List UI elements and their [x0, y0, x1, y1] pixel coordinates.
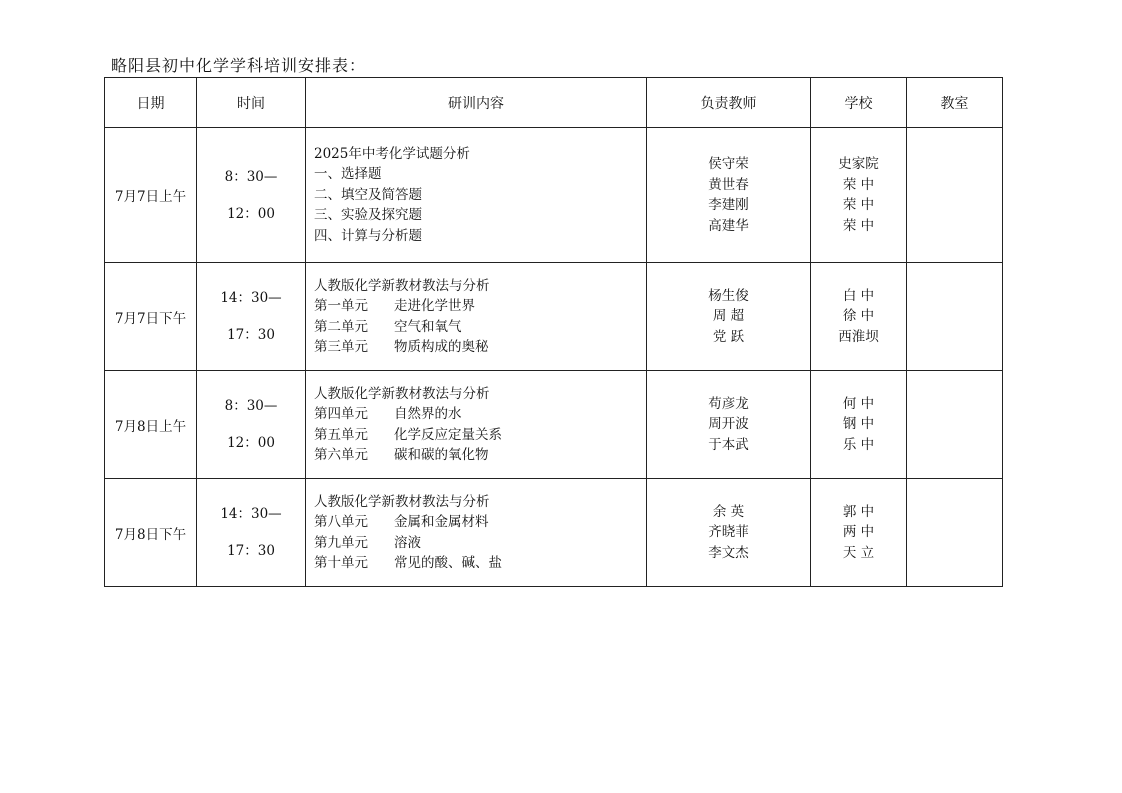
unit-name: 化学反应定量关系	[394, 426, 502, 443]
time-start: 8：30—	[224, 398, 278, 414]
classroom-cell	[907, 371, 1003, 479]
teacher-cell	[647, 128, 811, 263]
time-end: 12：00	[227, 435, 275, 451]
unit-number: 第六单元	[314, 447, 368, 463]
content-item	[314, 404, 646, 425]
teacher-name: 周开波	[708, 416, 749, 433]
unit-name: 金属和金属材料	[394, 514, 489, 530]
table-row	[105, 479, 1003, 587]
school-name: 荣 中	[842, 197, 875, 213]
classroom-cell	[907, 479, 1003, 587]
content-item	[314, 533, 646, 554]
content-item	[314, 445, 646, 466]
table-row	[105, 128, 1003, 263]
date-cell: 7月7日下午	[105, 263, 197, 371]
unit-number: 第三单元	[314, 339, 368, 355]
content-cell	[306, 479, 647, 587]
content-cell	[306, 263, 647, 371]
date-cell: 7月8日上午	[105, 371, 197, 479]
table-row	[105, 371, 1003, 479]
content-item: 四、计算与分析题	[314, 227, 422, 244]
teacher-name: 于本武	[708, 436, 749, 453]
unit-name: 常见的酸、碱、盐	[394, 555, 502, 571]
teacher-cell	[647, 263, 811, 371]
document-title: 略阳县初中化学学科培训安排表：	[111, 56, 367, 75]
content-cell	[306, 371, 647, 479]
unit-number: 第九单元	[314, 534, 368, 551]
time-cell	[197, 128, 306, 263]
content-title: 人教版化学新教材教法与分析	[314, 493, 490, 510]
teacher-name: 李文杰	[708, 544, 749, 561]
header-classroom: 教室	[907, 78, 1003, 128]
school-name: 乐 中	[842, 436, 875, 453]
date-cell: 7月7日上午	[105, 128, 197, 263]
teacher-name: 侯守荣	[708, 156, 749, 172]
school-cell	[811, 371, 907, 479]
unit-number: 第二单元	[314, 318, 368, 335]
school-name: 史家院	[838, 156, 879, 172]
classroom-cell	[907, 263, 1003, 371]
teacher-name: 苟彦龙	[708, 395, 749, 412]
school-name: 荣 中	[842, 176, 875, 193]
time-cell	[197, 479, 306, 587]
teacher-name: 党 跃	[712, 328, 745, 345]
content-cell	[306, 128, 647, 263]
school-name: 白 中	[842, 287, 875, 304]
training-schedule-table	[104, 77, 1003, 587]
school-name: 天 立	[842, 544, 875, 561]
date-cell: 7月8日下午	[105, 479, 197, 587]
time-start: 14：30—	[220, 290, 282, 306]
time-cell	[197, 371, 306, 479]
teacher-name: 杨生俊	[708, 287, 749, 304]
content-item	[314, 337, 646, 358]
header-date: 日期	[105, 78, 197, 128]
teacher-name: 高建华	[708, 217, 749, 234]
content-item	[314, 425, 646, 446]
school-cell	[811, 263, 907, 371]
table-row	[105, 263, 1003, 371]
content-item: 三、实验及探究题	[314, 207, 422, 224]
school-name: 荣 中	[842, 217, 875, 234]
unit-name: 溶液	[394, 534, 421, 551]
teacher-name: 黄世春	[708, 176, 749, 193]
school-name: 徐 中	[842, 308, 875, 325]
unit-name: 走进化学世界	[394, 298, 475, 314]
table-header-row	[105, 78, 1003, 128]
time-end: 17：30	[227, 327, 275, 343]
unit-number: 第五单元	[314, 426, 368, 443]
time-start: 14：30—	[220, 506, 282, 522]
unit-name: 碳和碳的氧化物	[394, 447, 489, 463]
teacher-cell	[647, 371, 811, 479]
teacher-name: 李建刚	[708, 197, 749, 213]
header-time: 时间	[197, 78, 306, 128]
time-end: 17：30	[227, 543, 275, 559]
teacher-name: 周 超	[712, 308, 745, 325]
school-name: 两 中	[842, 524, 875, 541]
classroom-cell	[907, 128, 1003, 263]
content-title: 人教版化学新教材教法与分析	[314, 385, 490, 402]
header-school: 学校	[811, 78, 907, 128]
time-end: 12：00	[227, 205, 275, 222]
content-item	[314, 317, 646, 338]
unit-name: 物质构成的奥秘	[394, 339, 489, 355]
content-title: 2025年中考化学试题分析	[314, 145, 470, 162]
content-item	[314, 553, 646, 574]
header-teacher: 负责教师	[647, 78, 811, 128]
school-name: 何 中	[842, 395, 875, 412]
content-item	[314, 296, 646, 317]
unit-number: 第一单元	[314, 298, 368, 314]
teacher-name: 余 英	[712, 503, 745, 520]
content-item: 一、选择题	[314, 166, 382, 183]
content-title: 人教版化学新教材教法与分析	[314, 277, 490, 294]
school-cell	[811, 479, 907, 587]
unit-number: 第四单元	[314, 406, 368, 422]
school-name: 西淮坝	[838, 328, 879, 345]
unit-number: 第十单元	[314, 555, 368, 571]
header-content: 研训内容	[306, 78, 647, 128]
unit-number: 第八单元	[314, 514, 368, 530]
content-item: 二、填空及简答题	[314, 186, 422, 203]
content-item	[314, 512, 646, 533]
time-cell	[197, 263, 306, 371]
school-name: 钢 中	[842, 416, 875, 433]
school-name: 郭 中	[842, 503, 875, 520]
school-cell	[811, 128, 907, 263]
time-start: 8：30—	[224, 168, 278, 185]
unit-name: 自然界的水	[394, 406, 462, 422]
teacher-cell	[647, 479, 811, 587]
unit-name: 空气和氧气	[394, 318, 462, 335]
teacher-name: 齐晓菲	[708, 524, 749, 541]
